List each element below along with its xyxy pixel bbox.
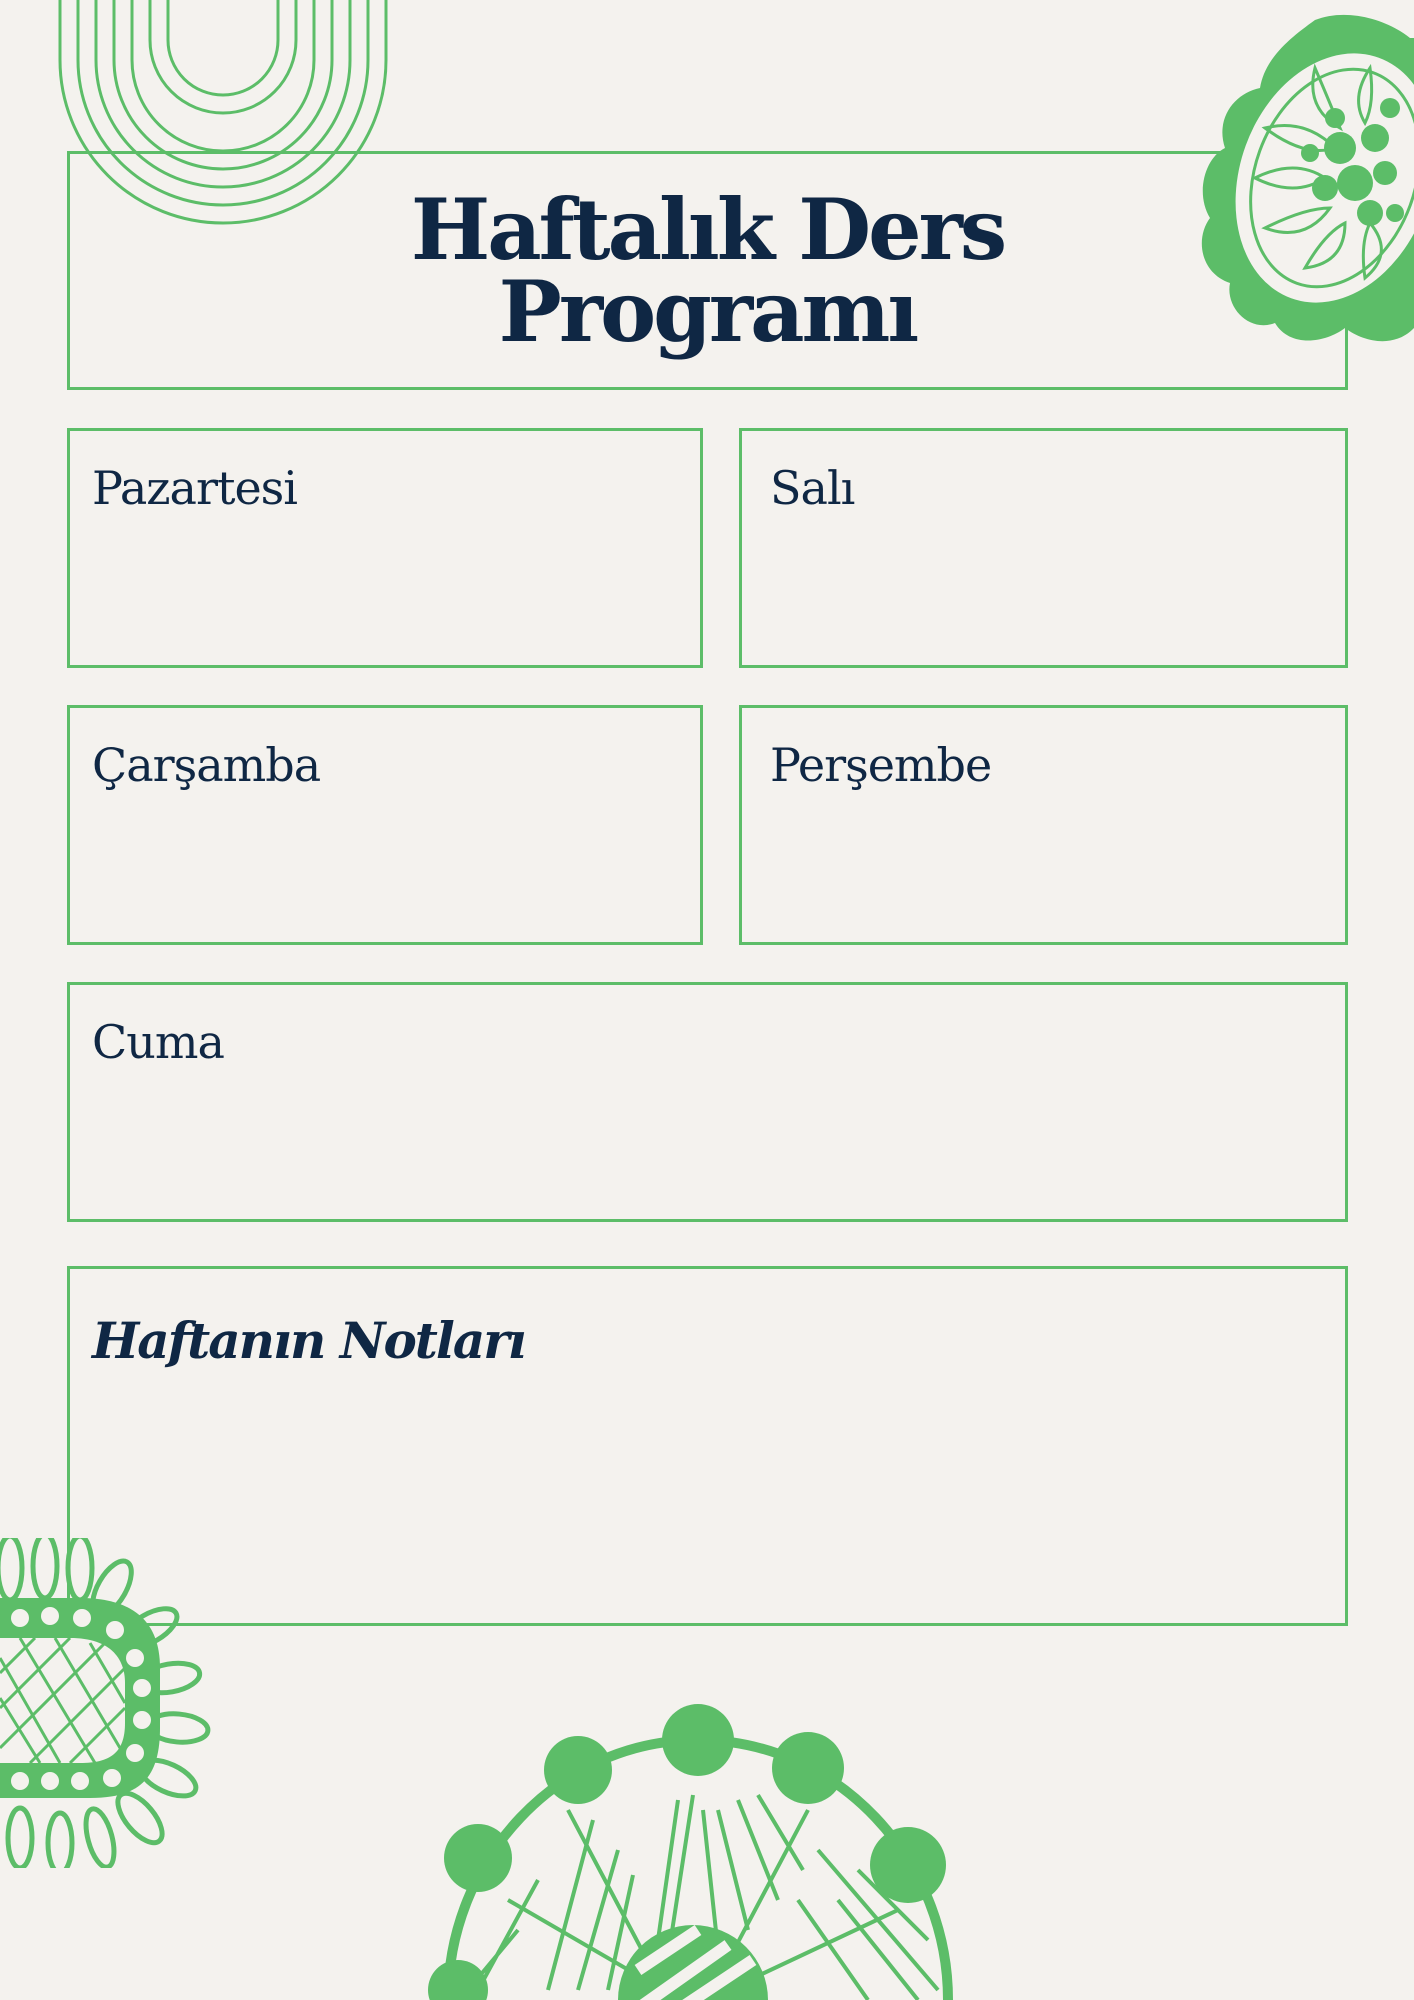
day-box-tuesday [739,428,1348,668]
day-box-monday [67,428,703,668]
day-box-friday [67,982,1348,1222]
day-label-thursday: Perşembe [770,738,992,792]
day-box-wednesday [67,705,703,945]
notes-box [67,1266,1348,1626]
day-label-tuesday: Salı [770,461,855,515]
day-label-wednesday: Çarşamba [92,738,321,792]
page-title-line-1: Haftalık Ders [410,179,1005,279]
day-label-monday: Pazartesi [92,461,297,515]
title-box [67,151,1348,390]
page-title-line-2: Programı [498,261,917,361]
day-box-thursday [739,705,1348,945]
half-flower-icon [418,1700,978,2000]
day-label-friday: Cuma [92,1015,224,1069]
notes-label: Haftanın Notları [92,1311,525,1370]
